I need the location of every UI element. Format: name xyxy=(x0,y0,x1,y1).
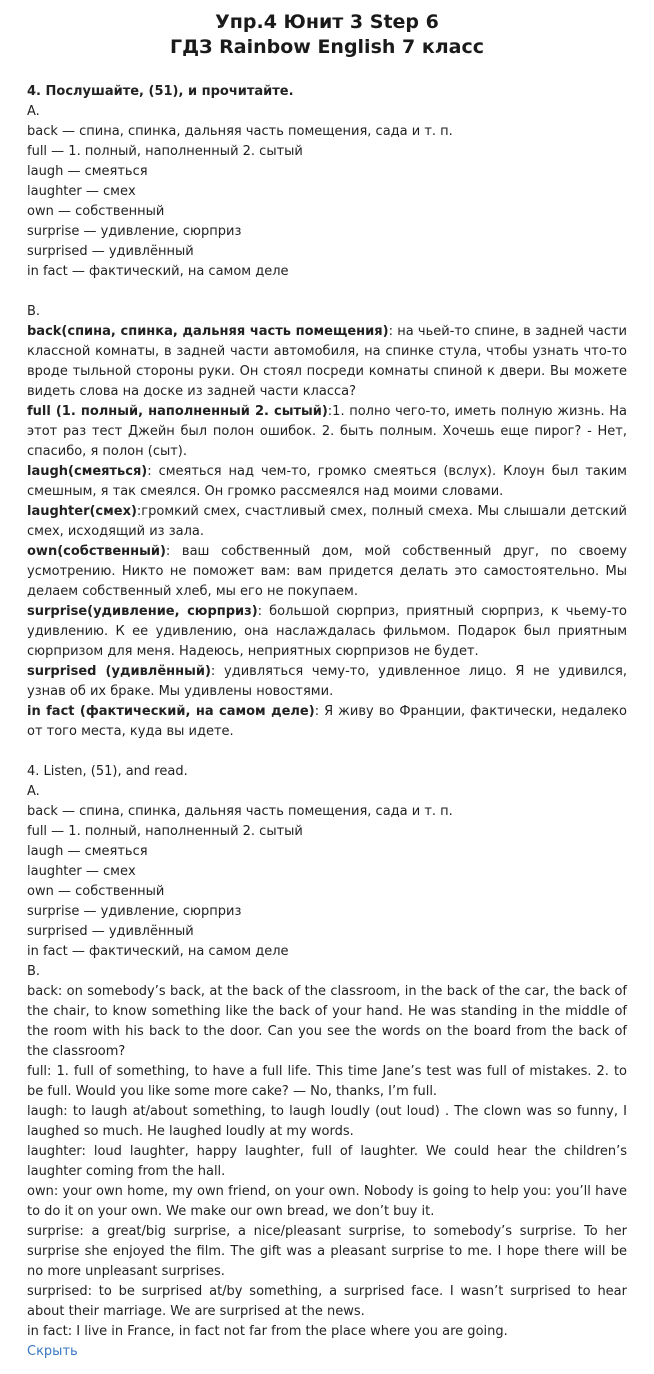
ru-entry xyxy=(27,702,627,742)
en-vocab-item: full — 1. полный, наполненный 2. сытый xyxy=(27,824,303,839)
ru-entry-term: back(спина, спинка, дальняя часть помещения) xyxy=(27,324,389,339)
ru-entry xyxy=(27,542,627,602)
ru-vocab-item: laugh — смеяться xyxy=(27,164,148,179)
ru-vocab-item: laughter — смех xyxy=(27,184,136,199)
ru-vocab-item: full — 1. полный, наполненный 2. сытый xyxy=(27,144,303,159)
en-entry: own: your own home, my own friend, on your own. Nobody is going to help you: you’ll have to do it on your own. We make our own bread, we don’t buy it. xyxy=(27,1184,627,1219)
ru-entry xyxy=(27,662,627,702)
ru-section-a: A. xyxy=(27,104,40,119)
spacer xyxy=(27,282,627,302)
ru-entry-text: : Я живу во Франции, фактически, недалеко от того места, куда вы идете. xyxy=(27,704,627,739)
title-line-2: ГДЗ Rainbow English 7 класс xyxy=(169,36,485,58)
spacer xyxy=(27,742,627,762)
ru-entry-text: : смеяться над чем-то, громко смеяться (вслух). Клоун был таким смешным, я так смеялся. Он громко рассмеялся над моими словами. xyxy=(27,464,627,499)
en-entry: surprise: a great/big surprise, a nice/pleasant surprise, to somebody’s surprise. To her surprise she enjoyed the film. The gift was a pleasant surprise to me. I hope there will be no more unpleasant surprises. xyxy=(27,1224,627,1279)
ru-entry-text: : ваш собственный дом, мой собственный друг, по своему усмотрению. Никто не поможет вам: вам придется делать это самостоятельно. Мы делаем собственный хлеб, мы его не покупаем. xyxy=(27,544,627,599)
answer-content xyxy=(27,82,627,1362)
en-entry: laughter: loud laughter, happy laughter, full of laughter. We could hear the children’s laughter coming from the hall. xyxy=(27,1144,627,1179)
ru-entry-term: full (1. полный, наполненный 2. сытый) xyxy=(27,404,328,419)
ru-vocab-list xyxy=(27,122,627,282)
ru-section-b: B. xyxy=(27,304,41,319)
en-entry: surprised: to be surprised at/by something, a surprised face. I wasn’t surprised to hear about their marriage. We are surprised at the news. xyxy=(27,1284,627,1319)
en-vocab-item: surprised — удивлённый xyxy=(27,924,194,939)
hide-link[interactable]: Скрыть xyxy=(27,1344,78,1359)
ru-entry-term: surprised (удивлённый) xyxy=(27,664,211,679)
ru-entry xyxy=(27,602,627,662)
ru-vocab-item: back — спина, спинка, дальняя часть помещения, сада и т. п. xyxy=(27,124,453,139)
ru-entry-text: : на чьей-то спине, в задней части классной комнаты, в задней части автомобиля, на спинке стула, чтобы узнать что-то вроде тыльной стороны руки. Он стоял посреди комнаты спиной к двери. Вы можете видеть слова на доске из задней части класса? xyxy=(27,324,627,399)
ru-entry-term: in fact (фактический, на самом деле) xyxy=(27,704,315,719)
en-heading: 4. Listen, (51), and read. xyxy=(27,764,188,779)
en-section-a: A. xyxy=(27,784,40,799)
en-entry: full: 1. full of something, to have a full life. This time Jane’s test was full of mistakes. 2. to be full. Would you like some more cake? — No, thanks, I’m full. xyxy=(27,1064,627,1099)
ru-vocab-item: surprised — удивлённый xyxy=(27,244,194,259)
en-vocab-item: surprise — удивление, сюрприз xyxy=(27,904,242,919)
en-vocab-item: in fact — фактический, на самом деле xyxy=(27,944,289,959)
en-vocab-item: back — спина, спинка, дальняя часть помещения, сада и т. п. xyxy=(27,804,453,819)
ru-entry-term: surprise(удивление, сюрприз) xyxy=(27,604,258,619)
ru-entry xyxy=(27,502,627,542)
en-entry: laugh: to laugh at/about something, to laugh loudly (out loud) . The clown was so funny, I laughed so much. He laughed loudly at my words. xyxy=(27,1104,627,1139)
ru-entry-term: laugh(смеяться) xyxy=(27,464,148,479)
ru-entry-term: laughter(смех) xyxy=(27,504,137,519)
title-line-1: Упр.4 Юнит 3 Step 6 xyxy=(215,11,439,33)
en-vocab-item: laughter — смех xyxy=(27,864,136,879)
ru-vocab-item: in fact — фактический, на самом деле xyxy=(27,264,289,279)
page-title xyxy=(27,10,627,60)
en-entry: in fact: I live in France, in fact not far from the place where you are going. xyxy=(27,1324,508,1339)
en-vocab-item: own — собственный xyxy=(27,884,165,899)
ru-entries xyxy=(27,322,627,742)
ru-entry-text: : удивляться чему-то, удивленное лицо. Я не удивился, узнав об их браке. Мы удивлены новостями. xyxy=(27,664,627,699)
ru-vocab-item: surprise — удивление, сюрприз xyxy=(27,224,242,239)
en-vocab-item: laugh — смеяться xyxy=(27,844,148,859)
en-section-b: B. xyxy=(27,964,41,979)
ru-entry-term: own(собственный) xyxy=(27,544,166,559)
ru-entry-text: : большой сюрприз, приятный сюрприз, к чьему-то удивлению. К ее удивлению, она наслаждалась фильмом. Подарок был приятным сюрпризом для меня. Надеюсь, неприятных сюрпризов не будет. xyxy=(27,604,627,659)
ru-entry xyxy=(27,322,627,402)
en-entry: back: on somebody’s back, at the back of the classroom, in the back of the car, the back of the chair, to know something like the back of your hand. He was standing in the middle of the room with his back to the door. Can you see the words on the board from the back of the classroom? xyxy=(27,984,627,1059)
ru-entry-text: :1. полно чего-то, иметь полную жизнь. На этот раз тест Джейн был полон ошибок. 2. быть полным. Хочешь еще пирог? - Нет, спасибо, я полон (сыт). xyxy=(27,404,627,459)
ru-entry xyxy=(27,402,627,462)
ru-vocab-item: own — собственный xyxy=(27,204,165,219)
ru-heading: 4. Послушайте, (51), и прочитайте. xyxy=(27,84,294,99)
ru-entry-text: :громкий смех, счастливый смех, полный смеха. Мы слышали детский смех, исходящий из зала. xyxy=(27,504,627,539)
ru-entry xyxy=(27,462,627,502)
en-entries xyxy=(27,982,627,1342)
en-vocab-list xyxy=(27,802,627,962)
